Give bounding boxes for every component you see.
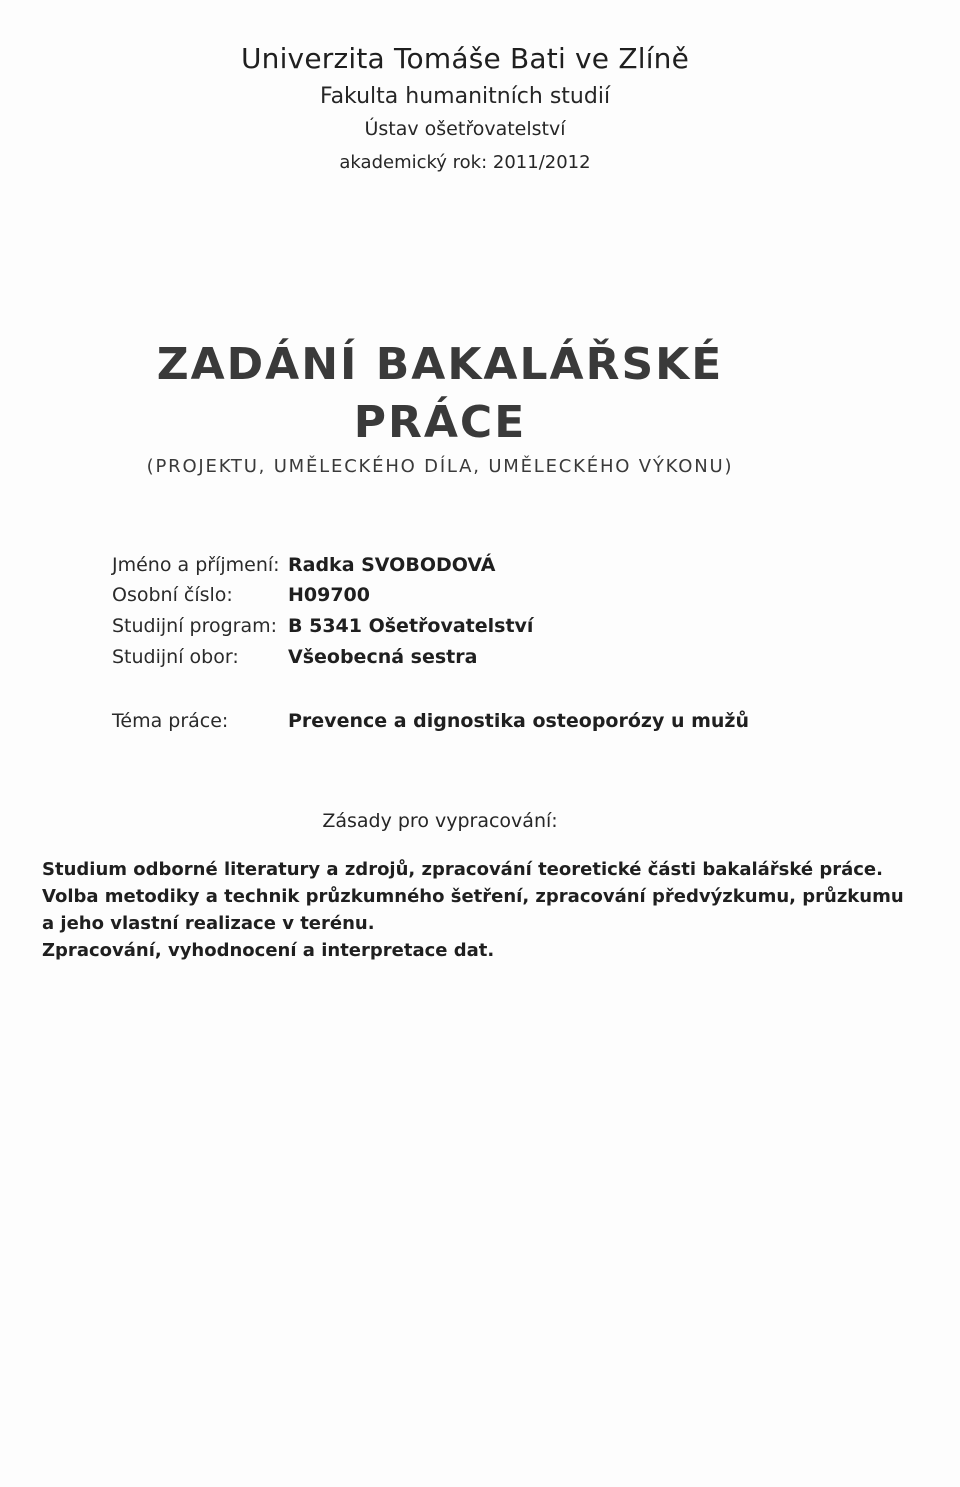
field-value: Všeobecná sestra	[288, 646, 478, 668]
document-subtitle: (PROJEKTU, UMĚLECKÉHO DÍLA, UMĚLECKÉHO VÝKONU)	[146, 456, 734, 477]
principles-line: Zpracování, vyhodnocení a interpretace dat.	[42, 940, 495, 961]
field-label: Osobní číslo:	[112, 584, 233, 606]
university-name: Univerzita Tomáše Bati ve Zlíně	[240, 42, 690, 75]
institution-header	[230, 40, 700, 178]
field-value: B 5341 Ošetřovatelství	[288, 615, 534, 637]
field-label: Téma práce:	[112, 710, 229, 732]
faculty-name: Fakulta humanitních studií	[319, 84, 611, 109]
institute-name: Ústav ošetřovatelství	[364, 118, 566, 140]
document-title-block	[120, 336, 760, 480]
field-label: Jméno a příjmení:	[112, 554, 280, 576]
academic-year: akademický rok: 2011/2012	[339, 152, 591, 173]
field-value: Radka SVOBODOVÁ	[288, 554, 496, 576]
field-value: H09700	[288, 584, 371, 606]
field-value: Prevence a dignostika osteoporózy u mužů	[288, 710, 750, 732]
principles-text	[42, 856, 922, 964]
principles-line: Volba metodiky a technik průzkumného šetření, zpracování předvýzkumu, průzkumu	[42, 886, 904, 907]
principles-heading: Zásady pro vypracování:	[322, 810, 558, 832]
document-title: ZADÁNÍ BAKALÁŘSKÉ PRÁCE	[156, 339, 724, 448]
field-label: Studijní program:	[112, 615, 278, 637]
field-label: Studijní obor:	[112, 646, 239, 668]
principles-line: a jeho vlastní realizace v terénu.	[42, 913, 375, 934]
principles-line: Studium odborné literatury a zdrojů, zpracování teoretické části bakalářské práce.	[42, 859, 883, 880]
